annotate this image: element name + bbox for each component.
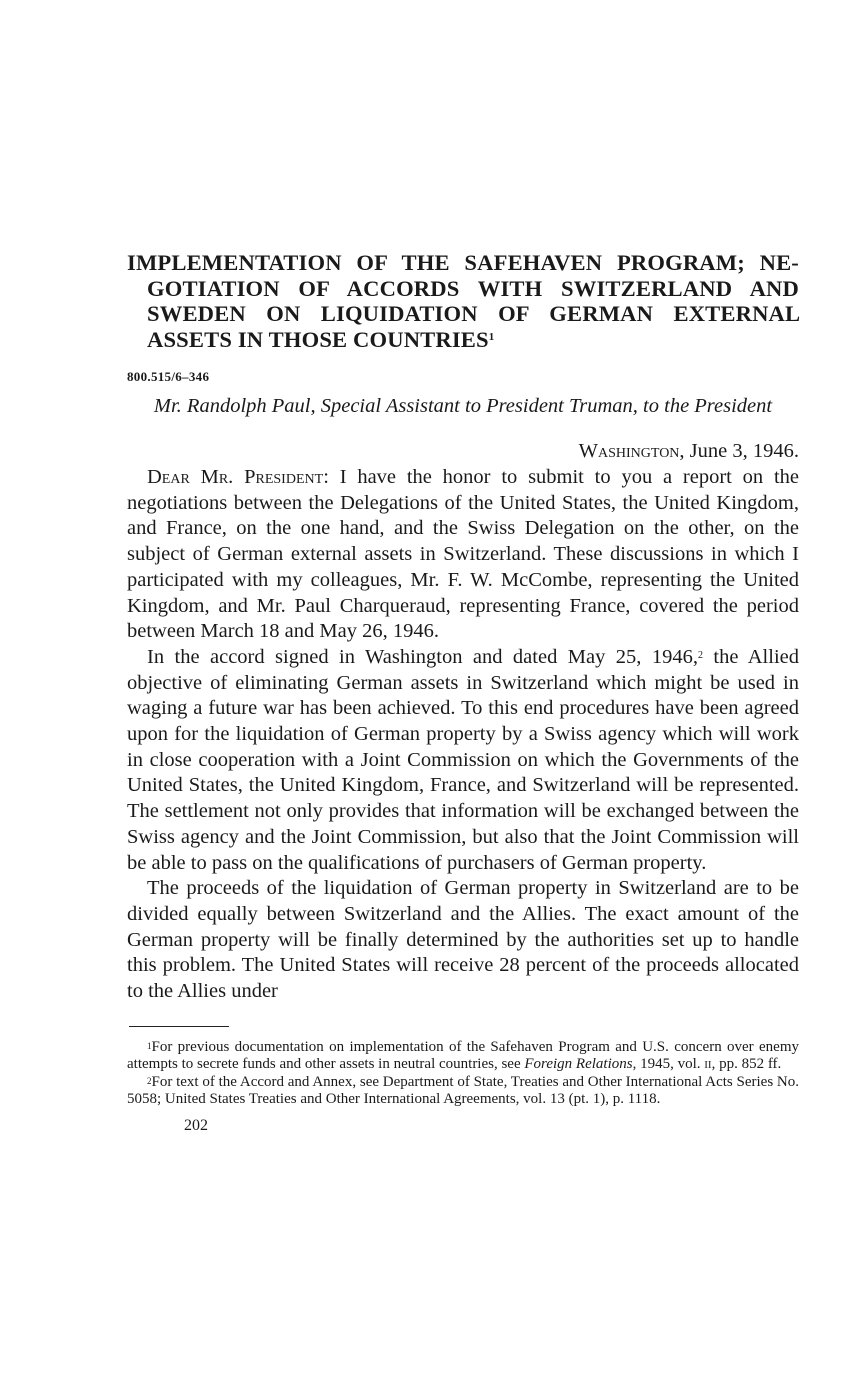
section-heading [127,250,799,352]
dateline [127,439,799,465]
paragraph-3: The proceeds of the liquidation of German property in Switzerland are to be divided equally between Switzerland and the Allies. The exact amount of the German property will be finally determined by the authorities set up to handle this problem. The United States will receive 28 percent of the proceeds allocated to the Allies under [127,877,799,1003]
salutation: Dear Mr. President [147,466,324,488]
page-number: 202 [184,1116,208,1134]
footnote-2 [127,1074,799,1109]
footnote-2-marker: 2 [147,1075,152,1086]
paragraph-1-text: : I have the honor to submit to you a report on the negotiations between the Delegations of the United States, the United Kingdom, and France, on the one hand, and the Swiss Delegation on the other, on the subject of German external assets in Switzerland. These discussions in which I participated with my colleagues, Mr. F. W. McCombe, representing the United Kingdom, and Mr. Paul Charqueraud, representing France, covered the period between March 18 and May 26, 1946. [127,466,800,643]
document-page [127,250,799,1135]
footnote-1-text-c: , pp. 852 ff. [711,1056,782,1073]
footnotes [127,1039,799,1109]
footnote-divider [129,1026,229,1027]
footnote-1-volume: ii [704,1056,712,1073]
heading-line-2: GOTIATION OF ACCORDS WITH SWITZERLAND AND [147,275,799,301]
footnote-2-text: For text of the Accord and Annex, see Department of State, Treaties and Other International Acts Series No. 5058; United States Treaties and Other International Agreements, vol. 13 (pt. 1), p. 1118. [127,1073,799,1108]
heading-footnote-ref[interactable]: 1 [488,330,495,343]
paragraph-2 [127,645,799,876]
footnote-1-marker: 1 [147,1040,152,1051]
paragraph-2-start: In the accord signed in Washington and dated May 25, 1946, [147,645,698,668]
heading-line-4: ASSETS IN THOSE COUNTRIES [147,326,489,352]
heading-line-1: IMPLEMENTATION OF THE SAFEHAVEN PROGRAM; NE- [127,250,799,275]
footnote-1-text-a: For previous documentation on implementation of the Safehaven Program and U.S. concern over enemy attempts to secrete funds and other assets in neutral countries, see [127,1038,799,1073]
document-title: Mr. Randolph Paul, Special Assistant to President Truman, to the President [153,395,773,417]
dateline-place: Washington [578,439,680,462]
footnote-1-citation: Foreign Relations [524,1056,633,1073]
footnote-1 [127,1039,799,1074]
paragraph-2-footnote-ref[interactable]: 2 [697,649,703,661]
dateline-date: , June 3, 1946. [679,439,799,462]
letter-body [127,465,799,1005]
heading-line-3: SWEDEN ON LIQUIDATION OF GERMAN EXTERNAL [147,301,799,326]
file-number: 800.515/6–346 [127,369,210,384]
paragraph-2-text: the Allied objective of eliminating German assets in Switzerland which might be used in waging a future war has been achieved. To this end procedures have been agreed upon for the liquidation of German property by a Swiss agency which will work in close cooperation with a Joint Commission on which the Governments of the United States, the United Kingdom, France, and Switzerland will be represented. The settlement not only provides that information will be exchanged between the Swiss agency and the Joint Commission, but also that the Joint Commission will be able to pass on the qualifications of purchasers of German property. [127,645,799,874]
footnote-1-text-b: , 1945, vol. [632,1056,705,1073]
paragraph-1 [127,465,799,645]
